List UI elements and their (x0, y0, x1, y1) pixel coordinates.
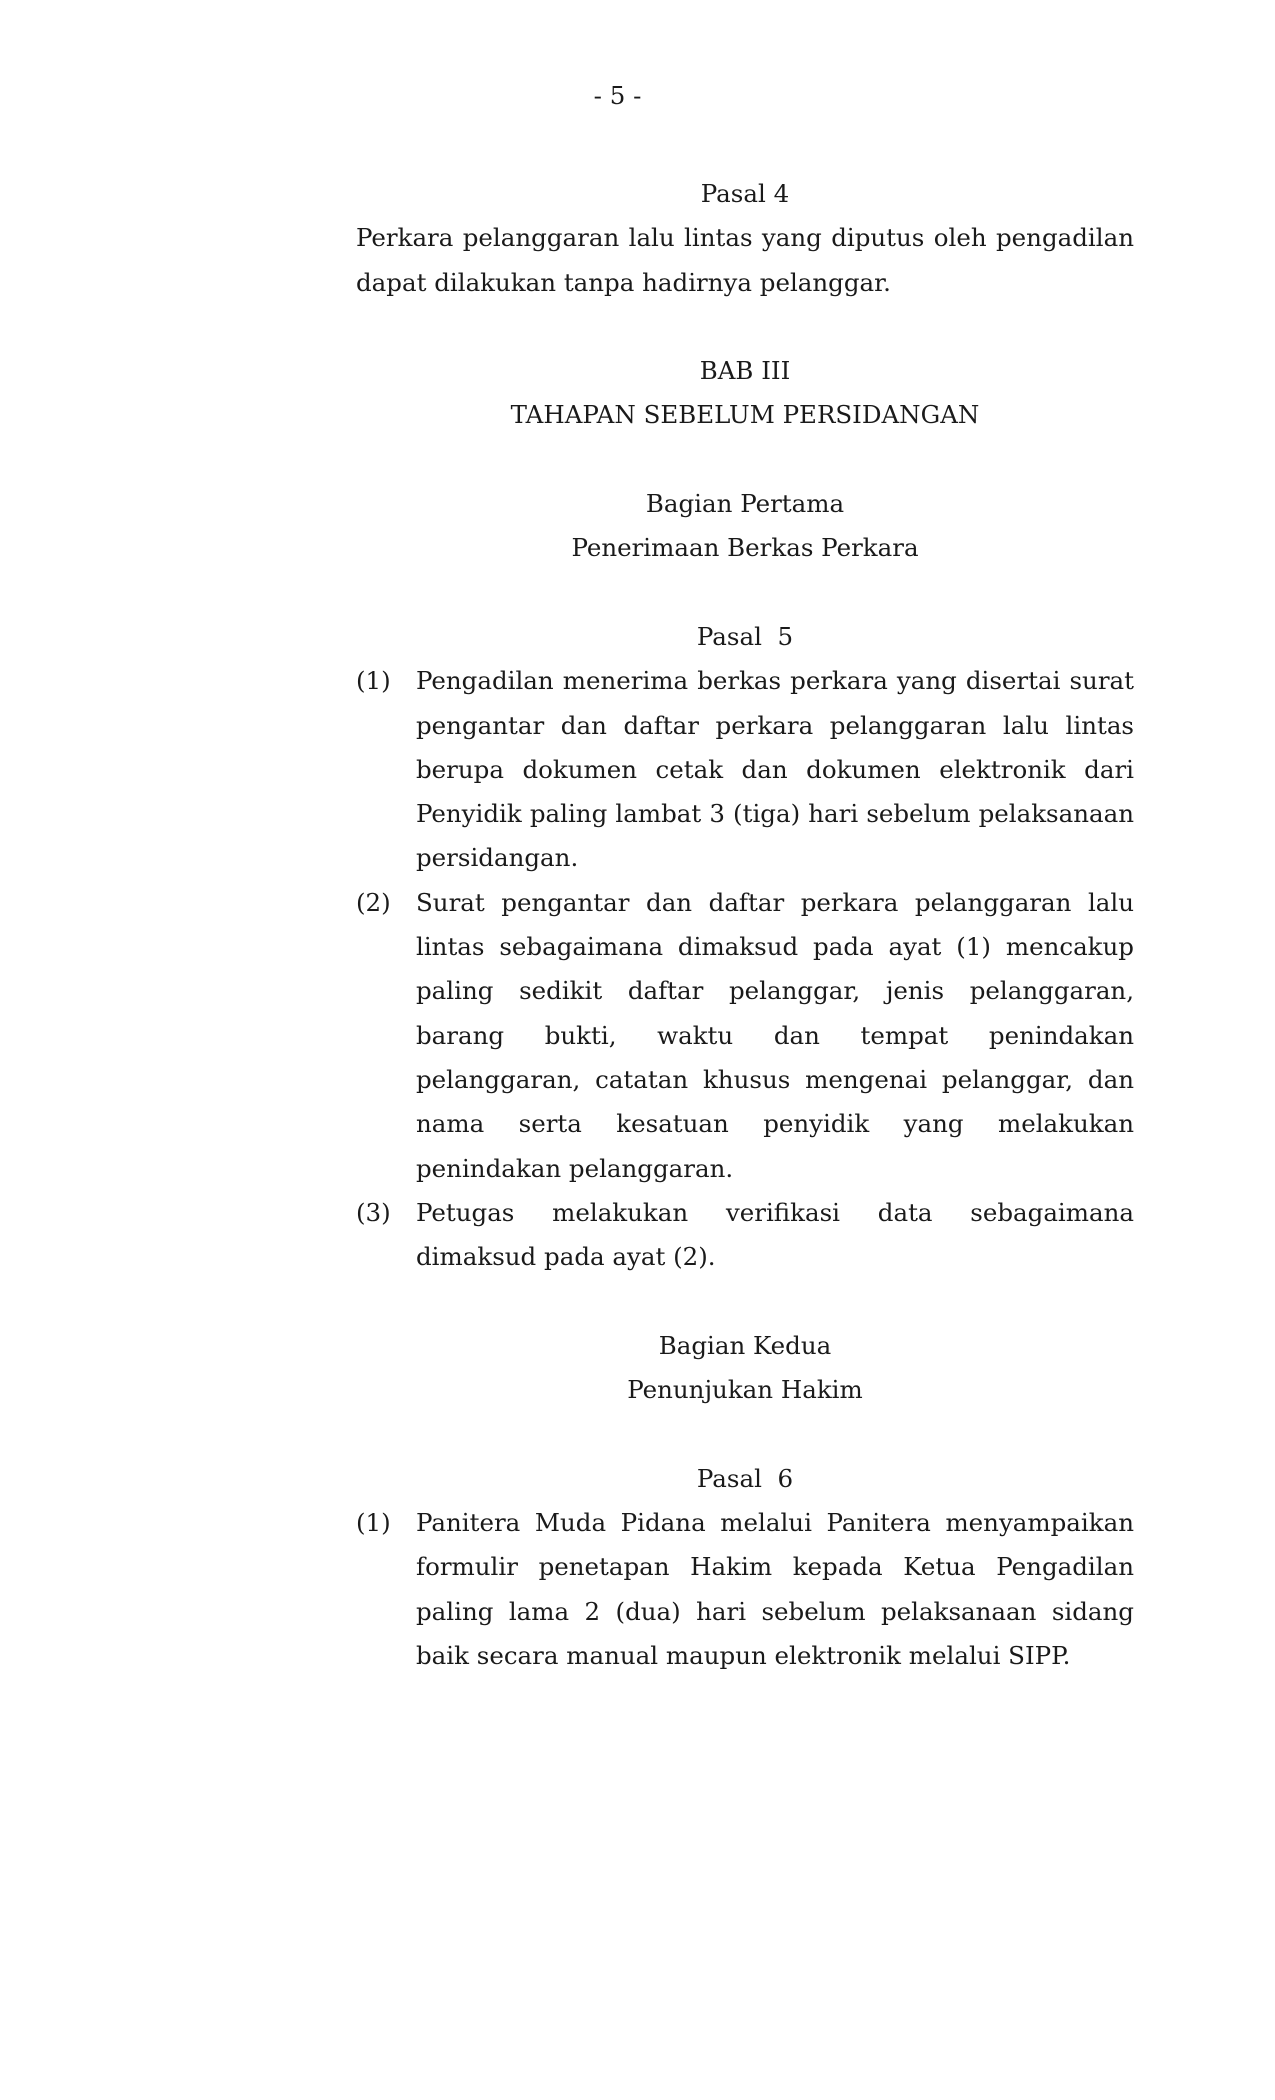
ayat-number: (1) (356, 666, 391, 696)
bagian-pertama-title: Bagian Pertama (645, 489, 845, 519)
pasal-6-title: Pasal 6 (696, 1463, 794, 1493)
ayat-number: (3) (356, 1197, 391, 1227)
bagian-pertama-subtitle: Penerimaan Berkas Perkara (571, 533, 919, 563)
pasal-5-title: Pasal 5 (696, 621, 794, 651)
ayat-text: Petugas melakukan verifikasi data sebagaimana dimaksud pada ayat (2). (416, 1197, 1134, 1272)
pasal-5-ayat-1 (356, 659, 1134, 880)
ayat-number: (2) (356, 887, 391, 917)
ayat-text: Panitera Muda Pidana melalui Panitera menyampaikan formulir penetapan Hakim kepada Ketua Pengadilan paling lama 2 (dua) hari sebelum pelaksanaan sidang baik secara manual maupun elektronik melalui SIPP. (416, 1507, 1134, 1670)
ayat-number: (1) (356, 1507, 391, 1537)
bab-3-subtitle: TAHAPAN SEBELUM PERSIDANGAN (510, 400, 980, 430)
bagian-kedua-title: Bagian Kedua (658, 1330, 832, 1360)
bagian-kedua-subtitle: Penunjukan Hakim (627, 1375, 863, 1405)
pasal-5-ayat-3 (356, 1191, 1134, 1280)
pasal-6-ayat-1 (356, 1501, 1134, 1678)
ayat-text: Pengadilan menerima berkas perkara yang disertai surat pengantar dan daftar perkara pelanggaran lalu lintas berupa dokumen cetak dan dokumen elektronik dari Penyidik paling lambat 3 (tiga) hari sebelum pelaksanaan persidangan. (416, 666, 1134, 873)
ayat-text: Surat pengantar dan daftar perkara pelanggaran lalu lintas sebagaimana dimaksud pada ayat (1) mencakup paling sedikit daftar pelanggar, jenis pelanggaran, barang bukti, waktu dan tempat penindakan pelanggaran, catatan khusus mengenai pelanggar, dan nama serta kesatuan penyidik yang melakukan penindakan pelanggaran. (416, 887, 1134, 1183)
pasal-5-ayat-2 (356, 881, 1134, 1191)
document-body (356, 172, 1134, 1678)
page-number: - 5 - (593, 81, 642, 110)
pasal-4-title: Pasal 4 (700, 179, 790, 208)
bab-3-title: BAB III (699, 356, 791, 386)
pasal-4-text: Perkara pelanggaran lalu lintas yang diputus oleh pengadilan dapat dilakukan tanpa hadirnya pelanggar. (356, 223, 1134, 297)
